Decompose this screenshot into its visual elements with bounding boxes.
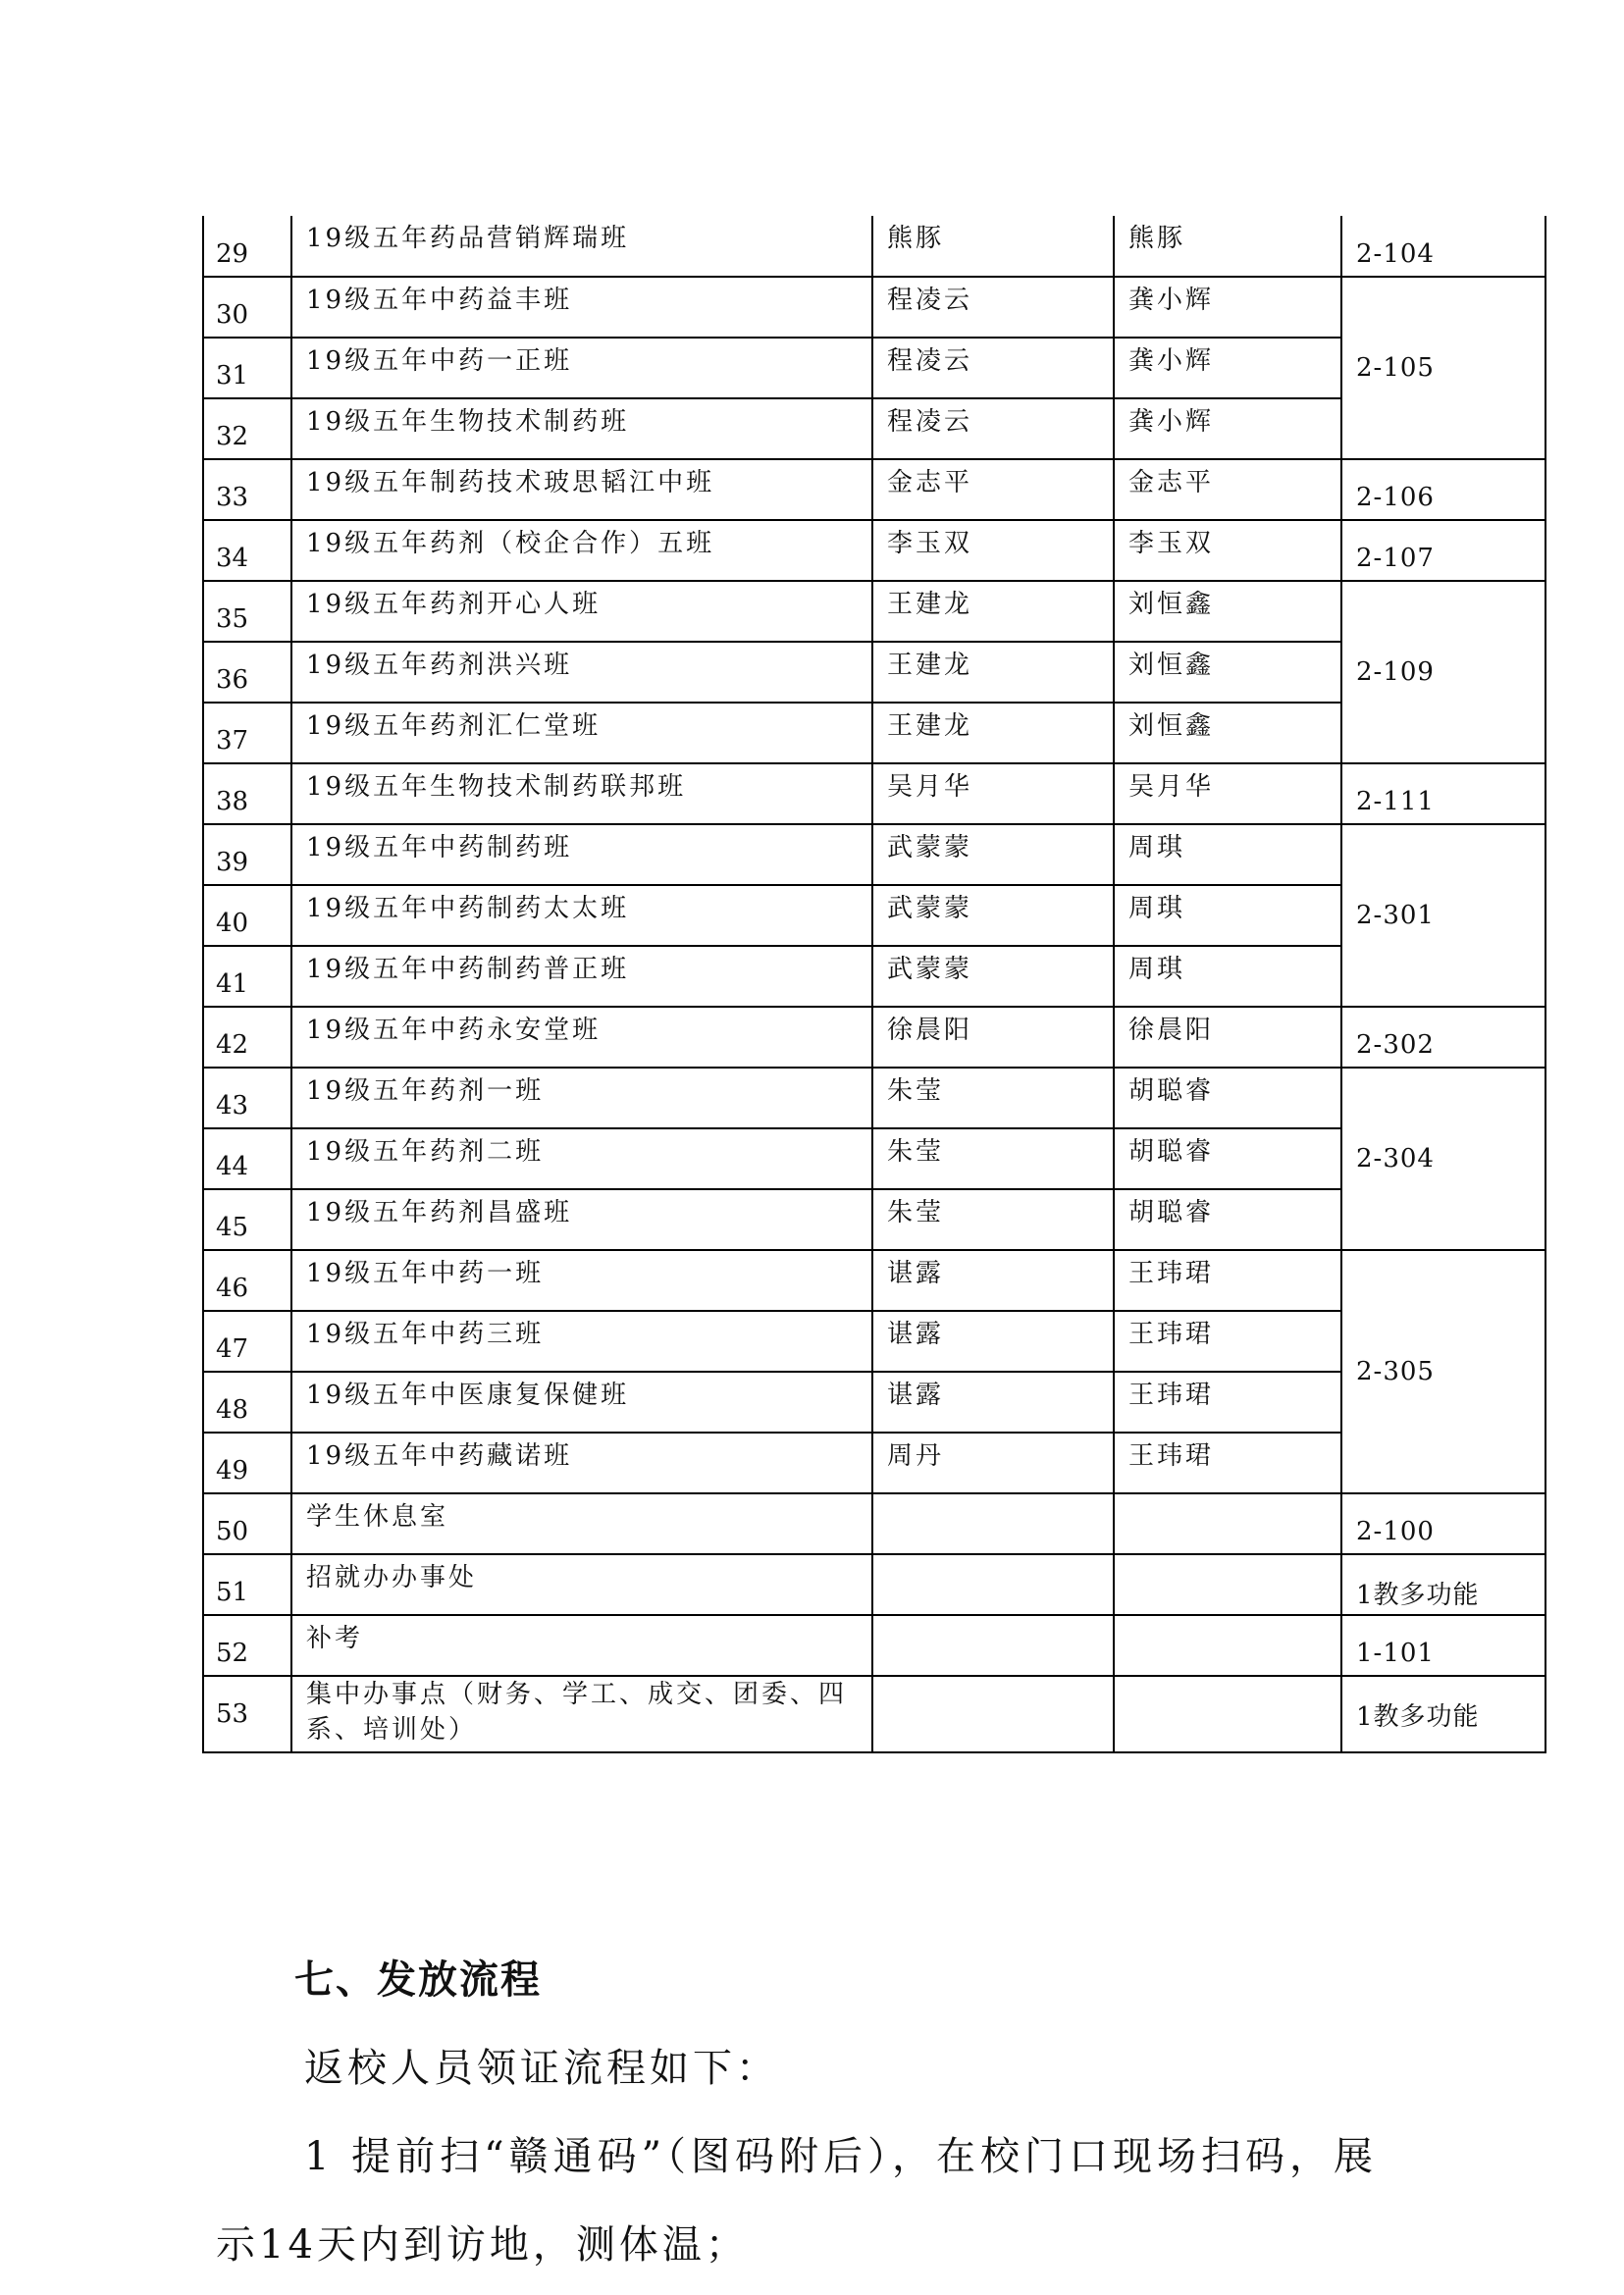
table-body bbox=[203, 216, 1545, 1752]
row-number: 33 bbox=[203, 459, 291, 520]
row-number: 30 bbox=[203, 277, 291, 338]
class-name: 19级五年药剂开心人班 bbox=[291, 581, 872, 642]
teacher-1: 李玉双 bbox=[872, 520, 1114, 581]
class-name: 19级五年中药制药普正班 bbox=[291, 946, 872, 1007]
row-number: 42 bbox=[203, 1007, 291, 1068]
row-number: 29 bbox=[203, 216, 291, 277]
row-number: 41 bbox=[203, 946, 291, 1007]
row-number: 49 bbox=[203, 1433, 291, 1493]
teacher-1 bbox=[872, 1676, 1114, 1752]
class-name: 学生休息室 bbox=[291, 1493, 872, 1554]
teacher-2: 徐晨阳 bbox=[1114, 1007, 1341, 1068]
row-number: 39 bbox=[203, 824, 291, 885]
teacher-1: 王建龙 bbox=[872, 703, 1114, 763]
teacher-2: 龚小辉 bbox=[1114, 398, 1341, 459]
class-assignment-table bbox=[202, 216, 1545, 1753]
table-row bbox=[203, 581, 1545, 642]
row-number: 31 bbox=[203, 338, 291, 398]
class-name: 19级五年中药永安堂班 bbox=[291, 1007, 872, 1068]
table-row bbox=[203, 1068, 1545, 1128]
row-number: 32 bbox=[203, 398, 291, 459]
teacher-2: 刘恒鑫 bbox=[1114, 703, 1341, 763]
teacher-2: 吴月华 bbox=[1114, 763, 1341, 824]
teacher-2 bbox=[1114, 1615, 1341, 1676]
room-number: 2-109 bbox=[1341, 581, 1545, 763]
row-number: 38 bbox=[203, 763, 291, 824]
class-name: 19级五年药剂昌盛班 bbox=[291, 1189, 872, 1250]
class-name: 19级五年中药制药太太班 bbox=[291, 885, 872, 946]
room-number: 1教多功能 bbox=[1341, 1676, 1545, 1752]
room-table bbox=[202, 216, 1546, 1753]
teacher-2: 王玮珺 bbox=[1114, 1311, 1341, 1372]
teacher-1: 王建龙 bbox=[872, 642, 1114, 703]
teacher-1 bbox=[872, 1493, 1114, 1554]
row-number: 37 bbox=[203, 703, 291, 763]
step-1-line-2: 示14天内到访地，测体温； bbox=[216, 2222, 749, 2268]
teacher-2: 胡聪睿 bbox=[1114, 1128, 1341, 1189]
teacher-2 bbox=[1114, 1493, 1341, 1554]
teacher-2: 周琪 bbox=[1114, 885, 1341, 946]
room-number: 2-305 bbox=[1341, 1250, 1545, 1493]
row-number: 35 bbox=[203, 581, 291, 642]
teacher-1: 熊豚 bbox=[872, 216, 1114, 277]
class-name: 19级五年中药三班 bbox=[291, 1311, 872, 1372]
teacher-2: 刘恒鑫 bbox=[1114, 642, 1341, 703]
teacher-1: 朱莹 bbox=[872, 1189, 1114, 1250]
class-name: 19级五年药剂二班 bbox=[291, 1128, 872, 1189]
row-number: 52 bbox=[203, 1615, 291, 1676]
class-name: 19级五年中药一正班 bbox=[291, 338, 872, 398]
teacher-1: 武蒙蒙 bbox=[872, 946, 1114, 1007]
class-name: 19级五年制药技术玻思韬江中班 bbox=[291, 459, 872, 520]
row-number: 45 bbox=[203, 1189, 291, 1250]
teacher-1: 朱莹 bbox=[872, 1068, 1114, 1128]
room-number: 1教多功能 bbox=[1341, 1554, 1545, 1615]
class-name: 19级五年中医康复保健班 bbox=[291, 1372, 872, 1433]
teacher-1: 周丹 bbox=[872, 1433, 1114, 1493]
table-row bbox=[203, 1493, 1545, 1554]
teacher-1 bbox=[872, 1615, 1114, 1676]
room-number: 2-106 bbox=[1341, 459, 1545, 520]
teacher-2: 熊豚 bbox=[1114, 216, 1341, 277]
row-number: 40 bbox=[203, 885, 291, 946]
teacher-1: 王建龙 bbox=[872, 581, 1114, 642]
step-1-line-1: 1 提前扫“赣通码”（图码附后），在校门口现场扫码，展 bbox=[304, 2134, 1379, 2179]
class-name: 集中办事点（财务、学工、成交、团委、四系、培训处） bbox=[291, 1676, 872, 1752]
teacher-2 bbox=[1114, 1554, 1341, 1615]
room-number: 2-100 bbox=[1341, 1493, 1545, 1554]
teacher-2: 胡聪睿 bbox=[1114, 1189, 1341, 1250]
teacher-1: 谌露 bbox=[872, 1311, 1114, 1372]
row-number: 47 bbox=[203, 1311, 291, 1372]
teacher-2 bbox=[1114, 1676, 1341, 1752]
row-number: 48 bbox=[203, 1372, 291, 1433]
teacher-2: 周琪 bbox=[1114, 946, 1341, 1007]
room-number: 2-104 bbox=[1341, 216, 1545, 277]
teacher-1: 程凌云 bbox=[872, 338, 1114, 398]
class-name: 补考 bbox=[291, 1615, 872, 1676]
table-row bbox=[203, 824, 1545, 885]
table-row bbox=[203, 216, 1545, 277]
row-number: 46 bbox=[203, 1250, 291, 1311]
teacher-1: 谌露 bbox=[872, 1250, 1114, 1311]
section-title: 七、发放流程 bbox=[294, 1957, 542, 2003]
class-name: 19级五年中药益丰班 bbox=[291, 277, 872, 338]
class-name: 19级五年药剂（校企合作）五班 bbox=[291, 520, 872, 581]
room-number: 2-111 bbox=[1341, 763, 1545, 824]
class-name: 19级五年生物技术制药联邦班 bbox=[291, 763, 872, 824]
class-name: 19级五年药剂汇仁堂班 bbox=[291, 703, 872, 763]
room-number: 2-301 bbox=[1341, 824, 1545, 1007]
teacher-1: 朱莹 bbox=[872, 1128, 1114, 1189]
teacher-1: 武蒙蒙 bbox=[872, 824, 1114, 885]
table-row bbox=[203, 1250, 1545, 1311]
teacher-1: 武蒙蒙 bbox=[872, 885, 1114, 946]
intro-paragraph: 返校人员领证流程如下： bbox=[304, 2046, 779, 2091]
class-name: 19级五年药剂一班 bbox=[291, 1068, 872, 1128]
teacher-1: 吴月华 bbox=[872, 763, 1114, 824]
teacher-1: 金志平 bbox=[872, 459, 1114, 520]
table-row bbox=[203, 763, 1545, 824]
teacher-2: 刘恒鑫 bbox=[1114, 581, 1341, 642]
teacher-1: 徐晨阳 bbox=[872, 1007, 1114, 1068]
teacher-2: 王玮珺 bbox=[1114, 1250, 1341, 1311]
teacher-2: 周琪 bbox=[1114, 824, 1341, 885]
row-number: 44 bbox=[203, 1128, 291, 1189]
teacher-2: 龚小辉 bbox=[1114, 338, 1341, 398]
teacher-2: 胡聪睿 bbox=[1114, 1068, 1341, 1128]
table-row bbox=[203, 1676, 1545, 1752]
row-number: 53 bbox=[203, 1676, 291, 1752]
table-row bbox=[203, 459, 1545, 520]
row-number: 34 bbox=[203, 520, 291, 581]
room-number: 2-107 bbox=[1341, 520, 1545, 581]
teacher-2: 王玮珺 bbox=[1114, 1372, 1341, 1433]
row-number: 51 bbox=[203, 1554, 291, 1615]
teacher-2: 金志平 bbox=[1114, 459, 1341, 520]
teacher-1: 程凌云 bbox=[872, 277, 1114, 338]
row-number: 50 bbox=[203, 1493, 291, 1554]
teacher-1: 谌露 bbox=[872, 1372, 1114, 1433]
table-row bbox=[203, 1615, 1545, 1676]
class-name: 19级五年中药一班 bbox=[291, 1250, 872, 1311]
teacher-1: 程凌云 bbox=[872, 398, 1114, 459]
table-row bbox=[203, 277, 1545, 338]
class-name: 19级五年药品营销辉瑞班 bbox=[291, 216, 872, 277]
class-name: 招就办办事处 bbox=[291, 1554, 872, 1615]
row-number: 43 bbox=[203, 1068, 291, 1128]
teacher-2: 龚小辉 bbox=[1114, 277, 1341, 338]
teacher-2: 李玉双 bbox=[1114, 520, 1341, 581]
class-name: 19级五年药剂洪兴班 bbox=[291, 642, 872, 703]
table-row bbox=[203, 1007, 1545, 1068]
table-row bbox=[203, 520, 1545, 581]
class-name: 19级五年生物技术制药班 bbox=[291, 398, 872, 459]
table-row bbox=[203, 1554, 1545, 1615]
teacher-1 bbox=[872, 1554, 1114, 1615]
room-number: 2-304 bbox=[1341, 1068, 1545, 1250]
row-number: 36 bbox=[203, 642, 291, 703]
class-name: 19级五年中药制药班 bbox=[291, 824, 872, 885]
room-number: 2-302 bbox=[1341, 1007, 1545, 1068]
room-number: 2-105 bbox=[1341, 277, 1545, 459]
class-name: 19级五年中药藏诺班 bbox=[291, 1433, 872, 1493]
room-number: 1-101 bbox=[1341, 1615, 1545, 1676]
teacher-2: 王玮珺 bbox=[1114, 1433, 1341, 1493]
